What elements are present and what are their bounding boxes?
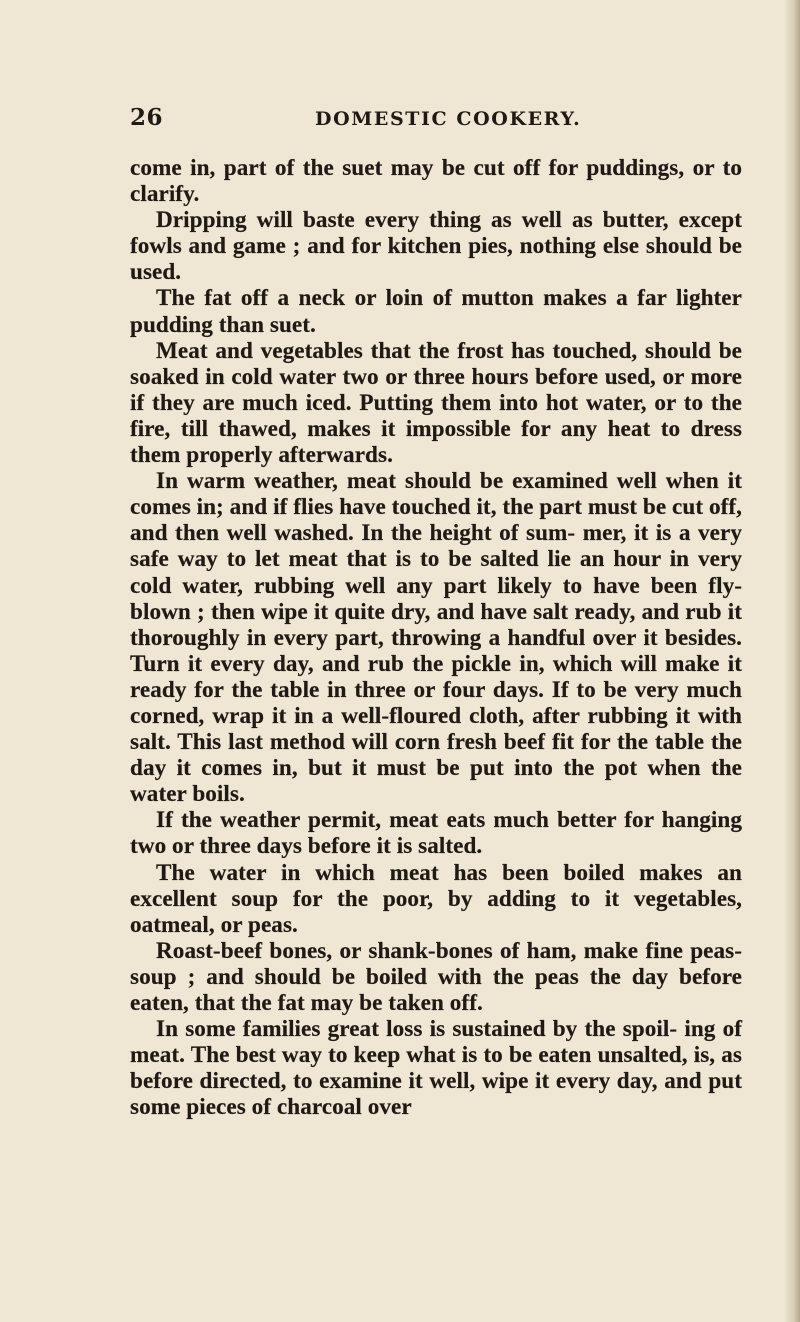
page-edge-shadow: [784, 0, 800, 1322]
paragraph: Meat and vegetables that the frost has touched, should be soaked in cold water two or three hours before used, or more if they are much iced. Putting them into hot water, or to the fire, till thawed, makes it impossible for any heat to dress them properly afterwards.: [130, 337, 742, 469]
paragraph: In warm weather, meat should be examined well when it comes in; and if flies have touched it, the part must be cut off, and then well washed. In the height of sum- mer, it is a very safe way to let meat that is to be salted lie an hour in very cold water, rubbing well any part likely to have been fly-blown ; then wipe it quite dry, and have salt ready, and rub it thoroughly in every part, throwing a handful over it besides. Turn it every day, and rub the pickle in, which will make it ready for the table in three or four days. If to be very much corned, wrap it in a well-floured cloth, after rubbing it with salt. This last method will corn fresh beef fit for the table the day it comes in, but it must be put into the pot when the water boils.: [130, 468, 742, 808]
page-header: [130, 104, 740, 144]
paragraph: come in, part of the suet may be cut off for puddings, or to clarify.: [130, 155, 742, 208]
paragraph: Dripping will baste every thing as well as butter, except fowls and game ; and for kitchen pies, nothing else should be used.: [130, 207, 742, 286]
page-body: [130, 155, 742, 1120]
running-head: DOMESTIC COOKERY.: [315, 108, 582, 130]
paragraph: In some families great loss is sustained by the spoil- ing of meat. The best way to keep what is to be eaten unsalted, is, as before directed, to examine it well, wipe it every day, and put some pieces of charcoal over: [130, 1016, 742, 1121]
paragraph: If the weather permit, meat eats much better for hanging two or three days before it is salted.: [130, 807, 742, 860]
paragraph: The water in which meat has been boiled makes an excellent soup for the poor, by adding to it vegetables, oatmeal, or peas.: [130, 859, 742, 938]
page-number: 26: [130, 104, 164, 131]
paragraph: The fat off a neck or loin of mutton makes a far lighter pudding than suet.: [130, 285, 742, 338]
paragraph: Roast-beef bones, or shank-bones of ham, make fine peas-soup ; and should be boiled with the peas the day before eaten, that the fat may be taken off.: [130, 937, 742, 1016]
